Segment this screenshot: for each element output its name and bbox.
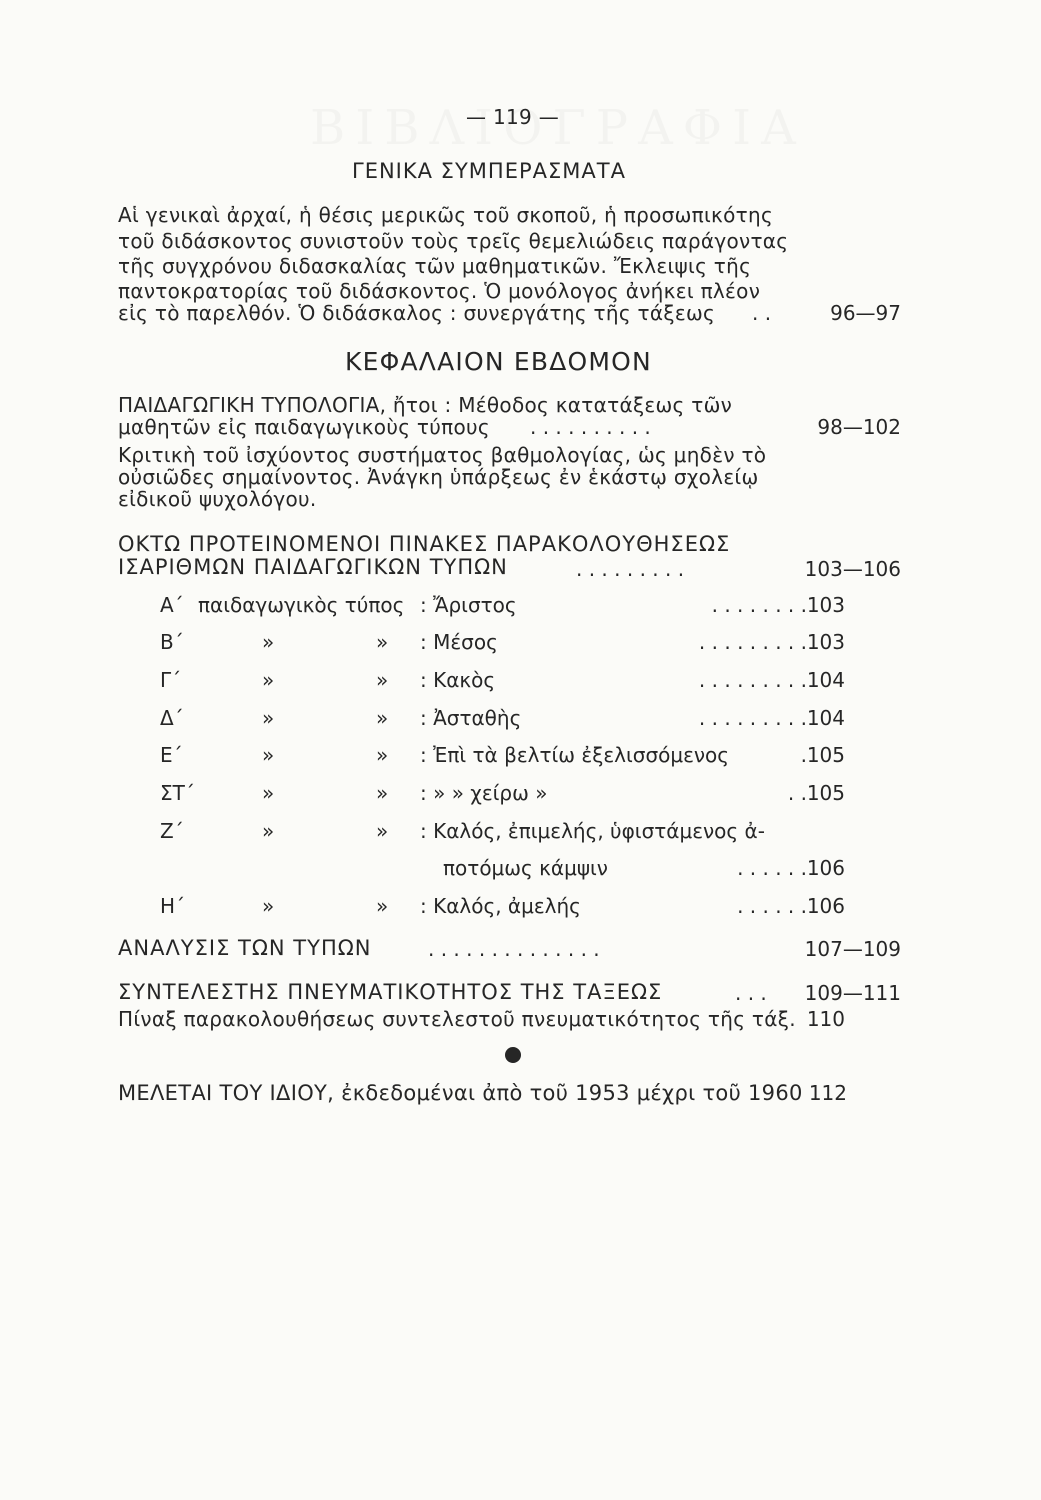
type-leader: . . . . . .: [737, 894, 807, 918]
type-leader: .: [800, 743, 807, 767]
coefficient-label: ΣΥΝΤΕΛΕΣΤΗΣ ΠΝΕΥΜΑΤΙΚΟΤΗΤΟΣ ΤΗΣ ΤΑΞΕΩΣ: [118, 980, 663, 1004]
page-number: — 119 —: [466, 105, 559, 129]
analysis-leader: . . . . . . . . . . . . . .: [428, 937, 600, 961]
general-line-4: παντοκρατορίας τοῦ διδάσκοντος. Ὁ μονόλογος ἀνήκει πλέον: [118, 279, 761, 303]
table-entry-page: 110: [806, 1007, 845, 1031]
general-conclusions-heading: ΓΕΝΙΚΑ ΣΥΜΠΕΡΑΣΜΑΤΑ: [352, 159, 626, 183]
studies-label: ΜΕΛΕΤΑΙ ΤΟΥ ΙΔΙΟΥ, ἐκδεδομέναι ἀπὸ τοῦ 1953 μέχρι τοῦ 1960: [118, 1081, 803, 1105]
type-leader: . .: [787, 781, 807, 805]
general-leader: . .: [752, 301, 772, 325]
type-ditto-2: »: [376, 630, 389, 654]
type-ditto-2: »: [376, 668, 389, 692]
general-line-5: εἰς τὸ παρελθόν. Ὁ διδάσκαλος : συνεργάτης τῆς τάξεως: [118, 301, 716, 325]
type-letter: Γ΄: [160, 668, 182, 692]
type-page: 105: [806, 781, 845, 805]
type-name: : Ἀσταθὴς: [420, 706, 522, 730]
bullet-ornament: [505, 1047, 521, 1063]
tables-leader: . . . . . . . . .: [576, 557, 685, 581]
type-name: : Ἐπὶ τὰ βελτίω ἐξελισσόμενος: [420, 743, 730, 767]
type-page: 104: [806, 706, 845, 730]
type-leader: . . . . . . . . .: [698, 706, 807, 730]
type-ditto-2: »: [376, 894, 389, 918]
type-ditto-1: »: [262, 819, 275, 843]
type-leader: . . . . . . . . .: [698, 668, 807, 692]
type-page: 103: [806, 593, 845, 617]
type-name: : Κακὸς: [420, 668, 496, 692]
type-name: : Καλός, ἐπιμελής, ὑφιστάμενος ἀ-: [420, 819, 765, 843]
analysis-label: ΑΝΑΛΥΣΙΣ ΤΩΝ ΤΥΠΩΝ: [118, 936, 372, 960]
analysis-pages: 107—109: [804, 937, 901, 961]
typology-leader: . . . . . . . . . .: [530, 415, 651, 439]
type-letter: ΣΤ΄: [160, 781, 195, 805]
type-page: 106: [806, 894, 845, 918]
general-line-3: τῆς συγχρόνου διδασκαλίας τῶν μαθηματικῶν. Ἔκλειψις τῆς: [118, 254, 752, 278]
general-line-2: τοῦ διδάσκοντος συνιστοῦν τοὺς τρεῖς θεμελιώδεις παράγοντας: [118, 229, 789, 253]
type-letter: Β΄: [160, 630, 184, 654]
type-leader: . . . . . .: [737, 856, 807, 880]
type-letter: Ζ΄: [160, 819, 184, 843]
type-ditto-2: »: [376, 781, 389, 805]
type-letter: Δ΄: [160, 706, 184, 730]
tables-pages: 103—106: [804, 557, 901, 581]
general-pages: 96—97: [830, 301, 901, 325]
type-page: 106: [806, 856, 845, 880]
type-ditto-2: »: [376, 706, 389, 730]
type-leader: . . . . . . . . .: [698, 630, 807, 654]
typology-line-1: ΠΑΙΔΑΓΩΓΙΚΗ ΤΥΠΟΛΟΓΙΑ, ἤτοι : Μέθοδος κατατάξεως τῶν: [118, 393, 733, 417]
type-name: ποτόμως κάμψιν: [443, 856, 608, 880]
tables-line-2: ΙΣΑΡΙΘΜΩΝ ΠΑΙΔΑΓΩΓΙΚΩΝ ΤΥΠΩΝ: [118, 555, 508, 579]
type-ditto-2: »: [376, 743, 389, 767]
type-name: : Καλός, ἀμελής: [420, 894, 581, 918]
chapter-heading: ΚΕΦΑΛΑΙΟΝ ΕΒΔΟΜΟΝ: [345, 347, 652, 376]
critique-line-1: Κριτικὴ τοῦ ἰσχύοντος συστήματος βαθμολογίας, ὡς μηδὲν τὸ: [118, 443, 767, 467]
critique-line-3: εἰδικοῦ ψυχολόγου.: [118, 487, 317, 511]
type-ditto-2: »: [376, 819, 389, 843]
type-ditto-1: »: [262, 630, 275, 654]
type-ditto-1: »: [262, 743, 275, 767]
typology-line-2: μαθητῶν εἰς παιδαγωγικοὺς τύπους: [118, 415, 490, 439]
type-name: : Ἄριστος: [420, 593, 517, 617]
type-ditto-1: »: [262, 706, 275, 730]
type-name: : » » χείρω »: [420, 781, 548, 805]
type-page: 105: [806, 743, 845, 767]
coefficient-pages: 109—111: [804, 981, 901, 1005]
type-page: 104: [806, 668, 845, 692]
table-entry-label: Πίναξ παρακολουθήσεως συντελεστοῦ πνευματικότητος τῆς τάξ.: [118, 1007, 796, 1031]
type-ditto-1: παιδαγωγικὸς τύπος: [198, 593, 405, 617]
tables-line-1: ΟΚΤΩ ΠΡΟΤΕΙΝΟΜΕΝΟΙ ΠΙΝΑΚΕΣ ΠΑΡΑΚΟΛΟΥΘΗΣΕΩΣ: [118, 532, 731, 556]
type-ditto-1: »: [262, 668, 275, 692]
type-leader: . . . . . . . .: [711, 593, 807, 617]
type-ditto-1: »: [262, 781, 275, 805]
critique-line-2: οὐσιῶδες σημαίνοντος. Ἀνάγκη ὑπάρξεως ἐν ἑκάστῳ σχολείῳ: [118, 465, 759, 489]
type-page: 103: [806, 630, 845, 654]
type-letter: Ε΄: [160, 743, 183, 767]
type-name: : Μέσος: [420, 630, 498, 654]
type-ditto-1: »: [262, 894, 275, 918]
general-line-1: Αἱ γενικαὶ ἀρχαί, ἡ θέσις μερικῶς τοῦ σκοποῦ, ἡ προσωπικότης: [118, 203, 774, 227]
typology-pages: 98—102: [817, 415, 901, 439]
studies-page: 112: [808, 1081, 847, 1105]
type-letter: Η΄: [160, 894, 186, 918]
coefficient-leader: . . .: [735, 981, 767, 1005]
type-letter: Α΄: [160, 593, 184, 617]
